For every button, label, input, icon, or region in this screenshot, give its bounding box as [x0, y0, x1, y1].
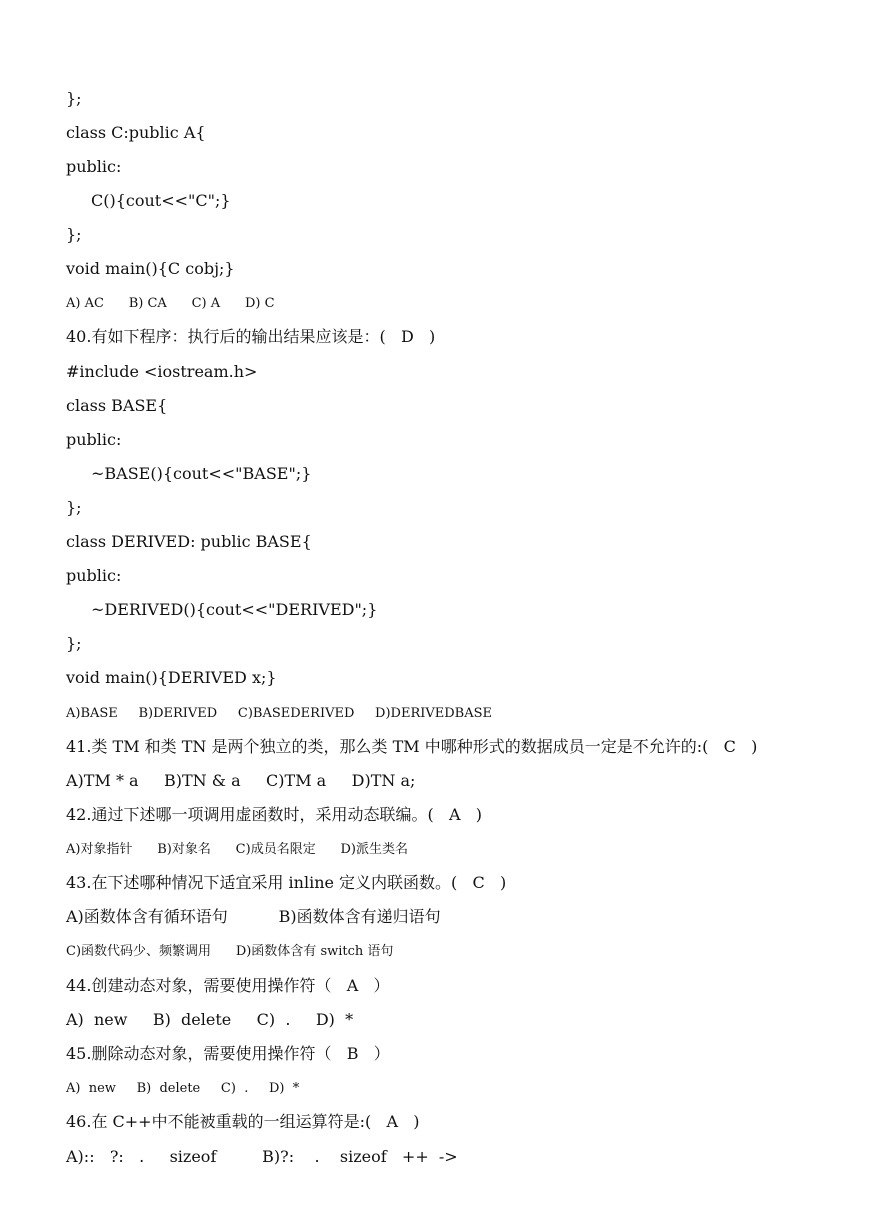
question-46: 46.在 C++中不能被重载的一组运算符是:( A ): [66, 1112, 420, 1131]
code-line-close-brace: };: [66, 225, 82, 244]
answer-options-46: A):: ?: . sizeof B)?: . sizeof ++ ->: [66, 1147, 458, 1166]
question-43: 43.在下述哪种情况下适宜采用 inline 定义内联函数。( C ): [66, 873, 507, 892]
code-line-close-brace: };: [66, 634, 82, 653]
code-line-public: public:: [66, 157, 122, 176]
code-line-class-derived: class DERIVED: public BASE{: [66, 532, 312, 551]
answer-options-43-cd: C)函数代码少、频繁调用 D)函数体含有 switch 语句: [66, 944, 394, 959]
answer-options-41: A)TM * a B)TN & a C)TM a D)TN a;: [66, 771, 416, 790]
answer-options-39: A) AC B) CA C) A D) C: [66, 296, 275, 311]
code-line-class-base: class BASE{: [66, 396, 168, 415]
answer-options-43-ab: A)函数体含有循环语句 B)函数体含有递归语句: [66, 907, 441, 926]
code-line-include: #include <iostream.h>: [66, 362, 258, 381]
question-44: 44.创建动态对象，需要使用操作符（ A ）: [66, 976, 390, 995]
question-42: 42.通过下述哪一项调用虚函数时，采用动态联编。( A ): [66, 805, 483, 824]
code-line-class-c: class C:public A{: [66, 123, 206, 142]
answer-options-42: A)对象指针 B)对象名 C)成员名限定 D)派生类名: [66, 842, 408, 857]
code-line-constructor: C(){cout<<"C";}: [91, 191, 231, 210]
code-line-public: public:: [66, 566, 122, 585]
code-line-main: void main(){DERIVED x;}: [66, 668, 277, 687]
code-line-public: public:: [66, 430, 122, 449]
code-line-close-brace: };: [66, 498, 82, 517]
answer-options-44: A) new B) delete C) . D) *: [66, 1010, 354, 1029]
code-line-derived-destructor: ~DERIVED(){cout<<"DERIVED";}: [91, 600, 378, 619]
question-41: 41.类 TM 和类 TN 是两个独立的类，那么类 TM 中哪种形式的数据成员一定是不允许的:( C ): [66, 737, 758, 756]
answer-options-40: A)BASE B)DERIVED C)BASEDERIVED D)DERIVEDBASE: [66, 706, 493, 721]
answer-options-45: A) new B) delete C) . D) *: [66, 1081, 300, 1096]
code-line-base-destructor: ~BASE(){cout<<"BASE";}: [91, 464, 312, 483]
code-line-close-brace: };: [66, 89, 82, 108]
question-45: 45.删除动态对象，需要使用操作符（ B ）: [66, 1044, 390, 1063]
code-line-main: void main(){C cobj;}: [66, 259, 235, 278]
question-40: 40.有如下程序：执行后的输出结果应该是：( D ): [66, 327, 436, 346]
